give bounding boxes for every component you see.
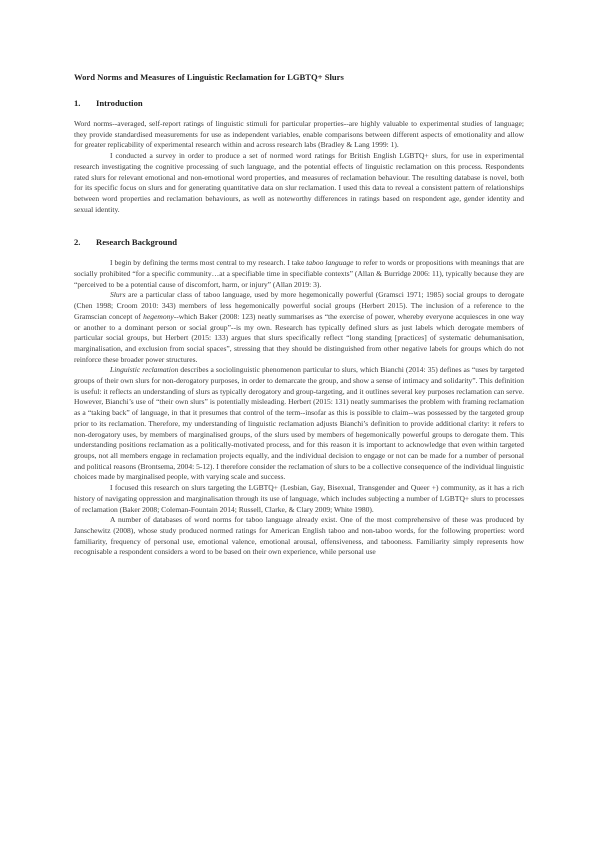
section-number: 1. [74, 98, 81, 108]
document-body [74, 72, 524, 558]
paragraph [74, 515, 524, 558]
paragraph [74, 483, 524, 515]
paragraph-text: are a particular class of taboo language, used by more hegemonically powerful (Gramsci 1971; 1985) social groups to derogate (Chen 1998; Croom 2010: 343) members of less hegemonically powerful social groups (Herbert 2015). The inclusion of a reference to the Gramscian concept of [74, 290, 524, 321]
paragraph: I conducted a survey in order to produce a set of normed word ratings for British English LGBTQ+ slurs, for use in experimental research investigating the cognitive processing of such language, and the potential effects of linguistic reclamation on this process. Respondents rated slurs for relevant emotional and non-emotional word properties, and measures of reclamation behaviour. The resulting database is novel, both for its specific focus on slurs and for generating quantitative data on slur reclamation. I used this data to reveal a consistent pattern of relationships between word properties and reclamation behaviours, as well as noteworthy differences in ratings based on respondent age, gender identity and sexual identity. [74, 151, 524, 214]
emphasis-term: taboo language [306, 258, 354, 268]
paragraph-text: describes a sociolinguistic phenomenon particular to slurs, which Bianchi (2014: 35) defines as “uses by targeted groups of their own slurs for non-derogatory purposes, in order to demarcate the group, and show a sense of intimacy and solidarity”. This definition is useful: it reflects an understanding of slurs as typically derogatory and group-targeting, and it outlines several key purposes reclamation can serve. However, Bianchi’s use of “their own slurs” is potentially misleading. Herbert (2015: 131) neatly summarises the problem with framing reclamation as a “taking back” of language, in that it presumes that control of the term--insofar as this is possible to claim--was possessed by the targeted group prior to its reclamation. Therefore, my understanding of linguistic reclamation adjusts Bianchi’s definition to provide additional clarity: it refers to non-derogatory uses, by members of marginalised groups, of the slurs used by members of hegemonically powerful groups to derogate them. This understanding positions reclamation as a politically-motivated process, and for this reason it is important to acknowledge that even within targeted groups, not all members engage in reclamation projects equally, and the individual decision to engage or not can be made for a number of personal and political reasons (Brontsema, 2004: 5-12). I therefore consider the reclamation of slurs to be a collective consequence of the individual linguistic choices made by marginalised people, with varying scale and success. [74, 365, 524, 482]
emphasis-term: Linguistic reclamation [110, 365, 179, 375]
paragraph-text: --which Baker (2008: 123) neatly summarises as “the exercise of power, whereby everyone acquiesces in one way or another to a dominant person or social group”--is my own. Research has typically defined slurs as just labels which derogate members of particular social groups, but Herbert (2015: 133) argues that slurs specifically reflect “long standing [practices] of systematic dehumanisation, marginalisation, and exclusion from social spaces”, stressing that they should be distinguished from other negative labels for groups which do not reinforce these broader power structures. [74, 311, 524, 364]
paragraph [74, 365, 524, 483]
section-number: 2. [74, 237, 81, 248]
paragraph: Word norms--averaged, self-report ratings of linguistic stimuli for particular properties--are highly valuable to experimental studies of language; they provide standardised measurements for use as independent variables, enable comparisons between different aspects of emotionality and allow for greater replicability of experimental research within and across research labs (Bradley & Lang 1999: 1). [74, 119, 524, 150]
section-title: Research Background [96, 237, 178, 248]
document-title: Word Norms and Measures of Linguistic Reclamation for LGBTQ+ Slurs [74, 72, 344, 82]
paragraph-text: I begin by defining the terms most central to my research. I take [110, 258, 307, 268]
paragraph-text: to refer to words or propositions with meanings that are socially prohibited “for a specific community…at a specifiable time in specifiable contexts” (Allan & Burridge 2006: 11), typically because they are “perceived to be a potential cause of discomfort, harm, or injury” (Allan 2019: 3). [74, 258, 524, 289]
emphasis-term: Slurs [110, 290, 126, 300]
paragraph-text: A number of databases of word norms for taboo language already exist. One of the most comprehensive of these was produced by Janschewitz (2008), whose study produced normed ratings for American English taboo and non-taboo words, for the following properties: word familiarity, frequency of personal use, emotional valence, emotional arousal, offensiveness, and tabooness. Familiarity simply represents how recognisable a respondent considers a word to be based on their own experience, while personal use [74, 515, 524, 557]
section-heading-introduction [74, 98, 524, 109]
paragraph-text: I focused this research on slurs targeting the LGBTQ+ (Lesbian, Gay, Bisexual, Transgender and Queer +) community, as it has a rich history of navigating oppression and marginalisation through its use of language, which includes subjecting a number of LGBTQ+ slurs to processes of reclamation (Baker 2008; Coleman-Fountain 2014; Russell, Clarke, & Clary 2009; White 1980). [74, 483, 524, 514]
section-title: Introduction [96, 98, 143, 108]
paragraph [74, 290, 524, 365]
paragraph [74, 258, 524, 290]
section-heading-research-background [74, 237, 524, 248]
emphasis-term: hegemony [143, 311, 174, 321]
